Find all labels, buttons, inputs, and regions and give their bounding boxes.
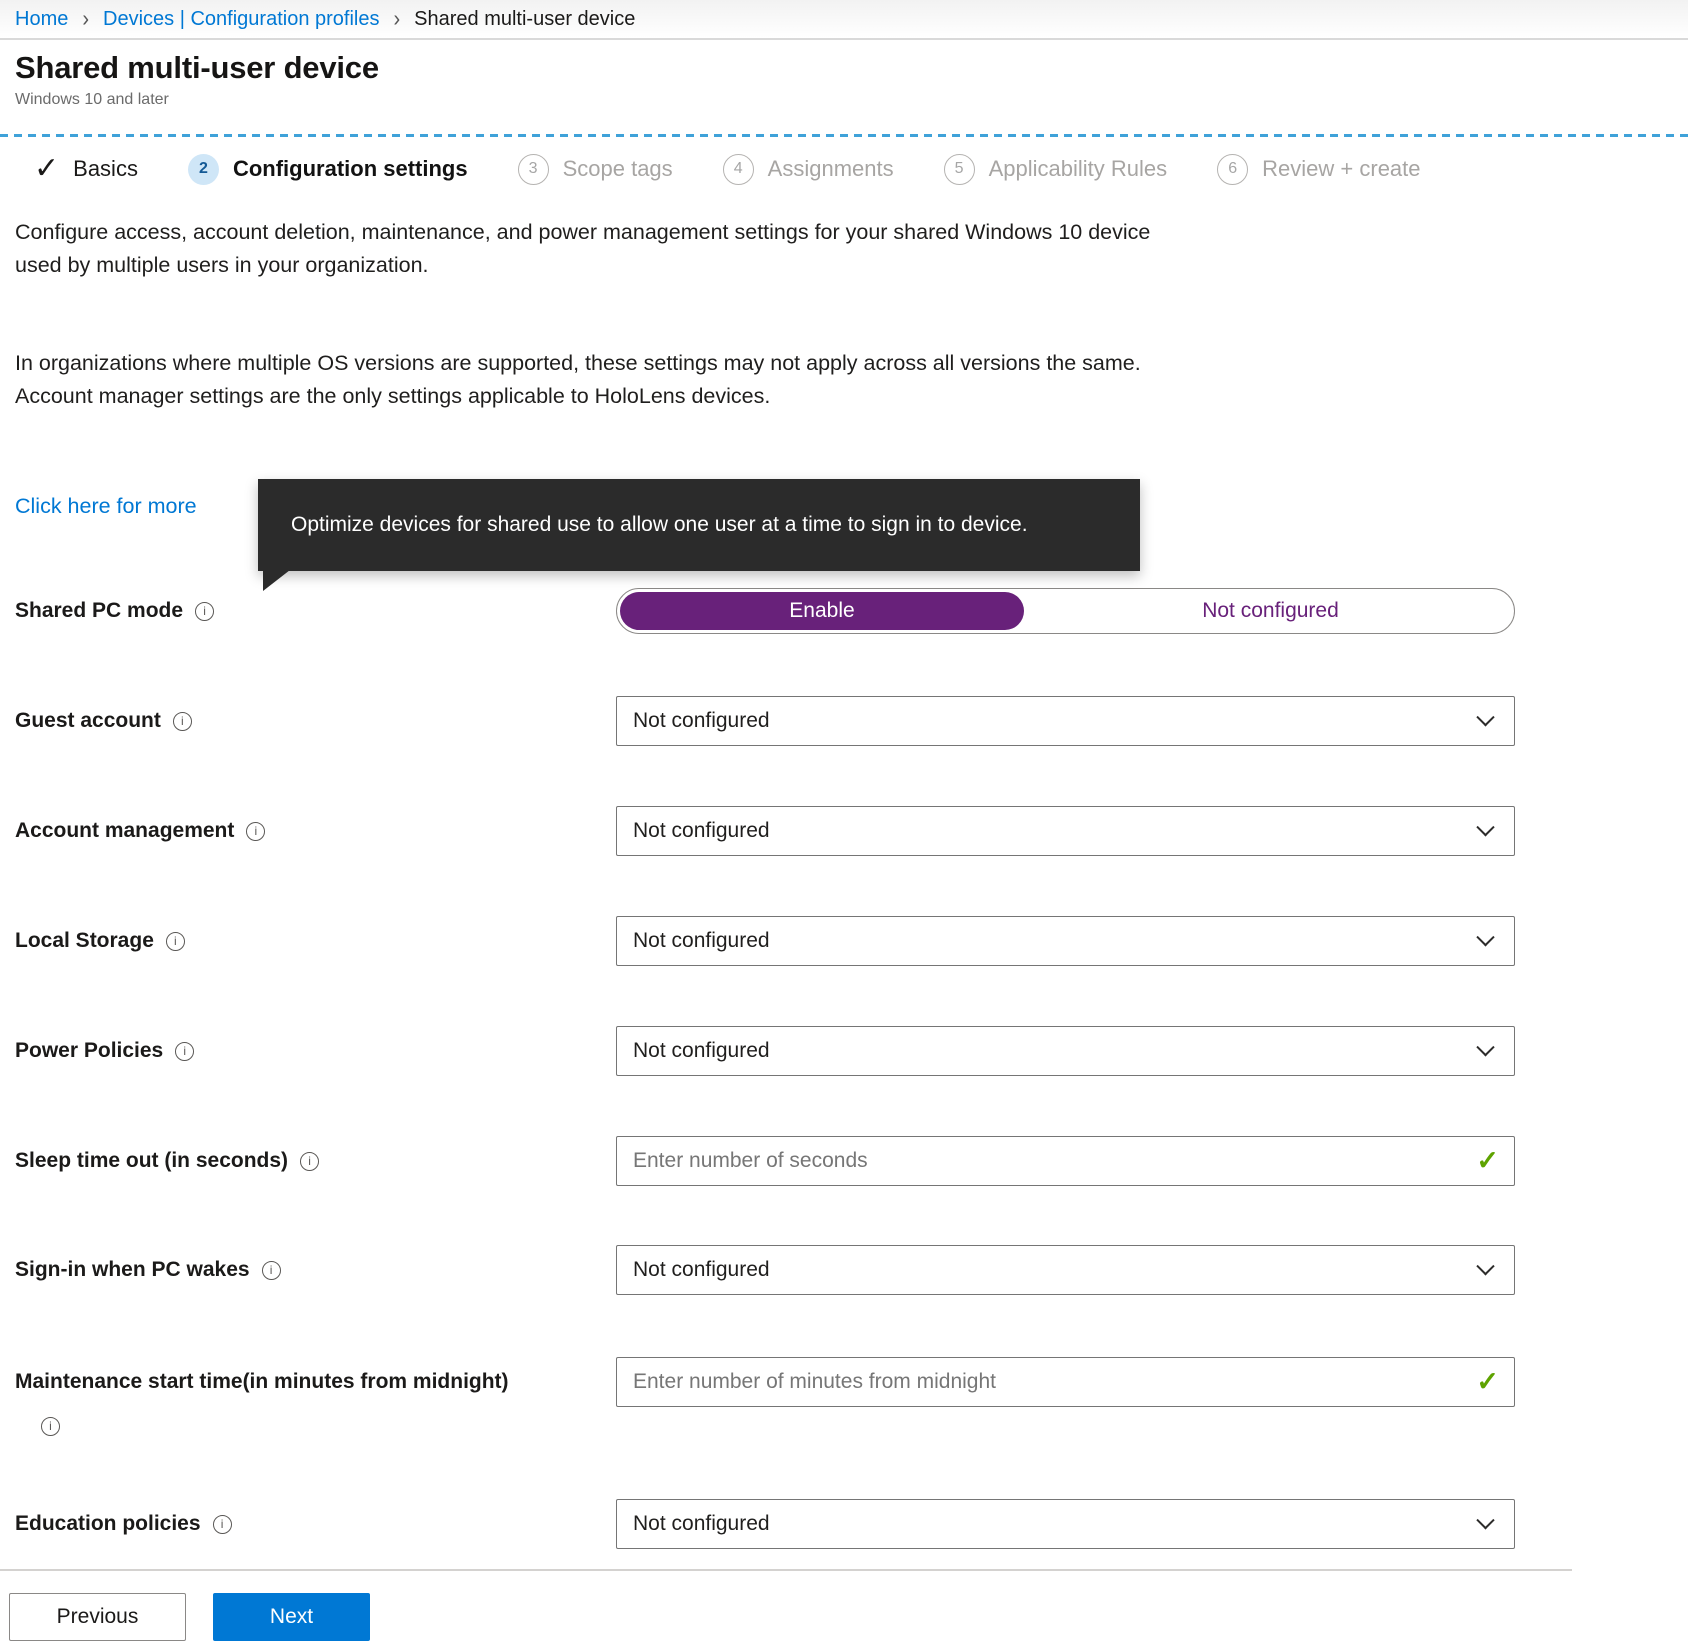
tab-configuration-settings[interactable] bbox=[188, 154, 468, 185]
info-icon[interactable]: i bbox=[300, 1152, 319, 1171]
toggle-option-enable[interactable]: Enable bbox=[620, 592, 1024, 630]
step-number: 4 bbox=[723, 154, 754, 185]
account-management-dropdown[interactable] bbox=[616, 806, 1515, 856]
intro-paragraph-2: In organizations where multiple OS versions are supported, these settings may not apply across all versions the same. Account manager settings are the only settings applicable to HoloLens devices. bbox=[15, 351, 1141, 408]
dropdown-value: Not configured bbox=[633, 1258, 770, 1281]
field-row-local-storage bbox=[0, 916, 1688, 966]
field-row-account-management bbox=[0, 806, 1688, 856]
page-subtitle: Windows 10 and later bbox=[15, 91, 169, 108]
chevron-down-icon bbox=[1476, 708, 1494, 726]
info-icon[interactable]: i bbox=[195, 602, 214, 621]
info-icon[interactable]: i bbox=[262, 1261, 281, 1280]
shared-pc-mode-tooltip bbox=[258, 479, 1140, 571]
local-storage-label: Local Storage bbox=[15, 929, 154, 952]
tab-label: Scope tags bbox=[562, 156, 673, 181]
signin-pc-wakes-label: Sign-in when PC wakes bbox=[15, 1258, 250, 1281]
step-complete-check-icon: ✓ bbox=[34, 152, 60, 185]
account-management-label: Account management bbox=[15, 819, 235, 842]
info-icon[interactable]: i bbox=[166, 932, 185, 951]
tab-review-create[interactable] bbox=[1217, 154, 1420, 185]
field-row-shared-pc-mode bbox=[0, 588, 1688, 634]
previous-button[interactable]: Previous bbox=[9, 1593, 186, 1641]
power-policies-dropdown[interactable] bbox=[616, 1026, 1515, 1076]
chevron-down-icon bbox=[1476, 1511, 1494, 1529]
valid-check-icon: ✓ bbox=[1476, 1366, 1499, 1397]
local-storage-dropdown[interactable] bbox=[616, 916, 1515, 966]
footer-divider bbox=[0, 1569, 1572, 1571]
step-number: 6 bbox=[1217, 154, 1248, 185]
tab-basics[interactable] bbox=[34, 154, 138, 184]
breadcrumb-current-page: Shared multi-user device bbox=[414, 7, 636, 30]
field-row-guest-account bbox=[0, 696, 1688, 746]
toggle-option-not-configured[interactable]: Not configured bbox=[1202, 599, 1339, 622]
breadcrumb bbox=[0, 0, 1688, 40]
field-row-sleep-timeout bbox=[0, 1136, 1688, 1186]
sleep-timeout-input[interactable] bbox=[616, 1136, 1515, 1186]
step-number: 2 bbox=[188, 154, 219, 185]
maintenance-start-time-label: Maintenance start time(in minutes from midnight) bbox=[15, 1370, 509, 1393]
dashed-divider bbox=[0, 134, 1688, 137]
field-row-power-policies bbox=[0, 1026, 1688, 1076]
education-policies-dropdown[interactable] bbox=[616, 1499, 1515, 1549]
shared-pc-mode-toggle bbox=[616, 588, 1515, 634]
wizard-steps bbox=[0, 146, 1688, 192]
info-icon[interactable]: i bbox=[175, 1042, 194, 1061]
guest-account-dropdown[interactable] bbox=[616, 696, 1515, 746]
education-policies-label: Education policies bbox=[15, 1512, 201, 1535]
sleep-timeout-field bbox=[616, 1136, 1515, 1186]
breadcrumb-config-profiles-link[interactable]: Devices | Configuration profiles bbox=[103, 7, 380, 30]
tab-label: Assignments bbox=[767, 156, 894, 181]
field-row-education-policies bbox=[0, 1499, 1688, 1549]
sleep-timeout-label: Sleep time out (in seconds) bbox=[15, 1149, 289, 1172]
tab-label: Configuration settings bbox=[232, 156, 468, 181]
breadcrumb-home-link[interactable]: Home bbox=[15, 7, 69, 30]
maintenance-start-time-input[interactable] bbox=[616, 1357, 1515, 1407]
dropdown-value: Not configured bbox=[633, 929, 770, 952]
learn-more-link[interactable]: Click here for more bbox=[15, 494, 197, 518]
tab-applicability-rules[interactable] bbox=[944, 154, 1168, 185]
power-policies-label: Power Policies bbox=[15, 1039, 164, 1062]
dropdown-value: Not configured bbox=[633, 709, 770, 732]
page-title: Shared multi-user device bbox=[15, 50, 379, 85]
tooltip-text: Optimize devices for shared use to allow one user at a time to sign in to device. bbox=[291, 513, 1028, 536]
field-row-maintenance-start-time bbox=[0, 1357, 1688, 1433]
field-row-signin-pc-wakes bbox=[0, 1245, 1688, 1295]
dropdown-value: Not configured bbox=[633, 819, 770, 842]
tab-label: Applicability Rules bbox=[988, 156, 1168, 181]
tab-label: Review + create bbox=[1262, 156, 1421, 181]
signin-pc-wakes-dropdown[interactable] bbox=[616, 1245, 1515, 1295]
page-header bbox=[15, 50, 379, 109]
shared-pc-mode-label: Shared PC mode bbox=[15, 599, 184, 622]
info-icon[interactable]: i bbox=[41, 1417, 60, 1436]
chevron-right-icon: › bbox=[82, 5, 90, 32]
dropdown-value: Not configured bbox=[633, 1039, 770, 1062]
next-button[interactable]: Next bbox=[213, 1593, 370, 1641]
chevron-down-icon bbox=[1476, 1257, 1494, 1275]
guest-account-label: Guest account bbox=[15, 709, 161, 732]
info-icon[interactable]: i bbox=[173, 712, 192, 731]
chevron-right-icon: › bbox=[393, 5, 401, 32]
chevron-down-icon bbox=[1476, 928, 1494, 946]
info-icon[interactable]: i bbox=[246, 822, 265, 841]
tab-scope-tags[interactable] bbox=[518, 154, 673, 185]
chevron-down-icon bbox=[1476, 1038, 1494, 1056]
tooltip-tail bbox=[263, 570, 290, 591]
intro-paragraph-1: Configure access, account deletion, maintenance, and power management settings for your shared Windows 10 device used by multiple users in your organization. bbox=[15, 220, 1151, 277]
valid-check-icon: ✓ bbox=[1476, 1145, 1499, 1176]
maintenance-start-time-field bbox=[616, 1357, 1515, 1407]
step-number: 3 bbox=[518, 154, 549, 185]
chevron-down-icon bbox=[1476, 818, 1494, 836]
step-number: 5 bbox=[944, 154, 975, 185]
tab-assignments[interactable] bbox=[723, 154, 894, 185]
dropdown-value: Not configured bbox=[633, 1512, 770, 1535]
info-icon[interactable]: i bbox=[213, 1515, 232, 1534]
tab-label: Basics bbox=[73, 156, 138, 181]
